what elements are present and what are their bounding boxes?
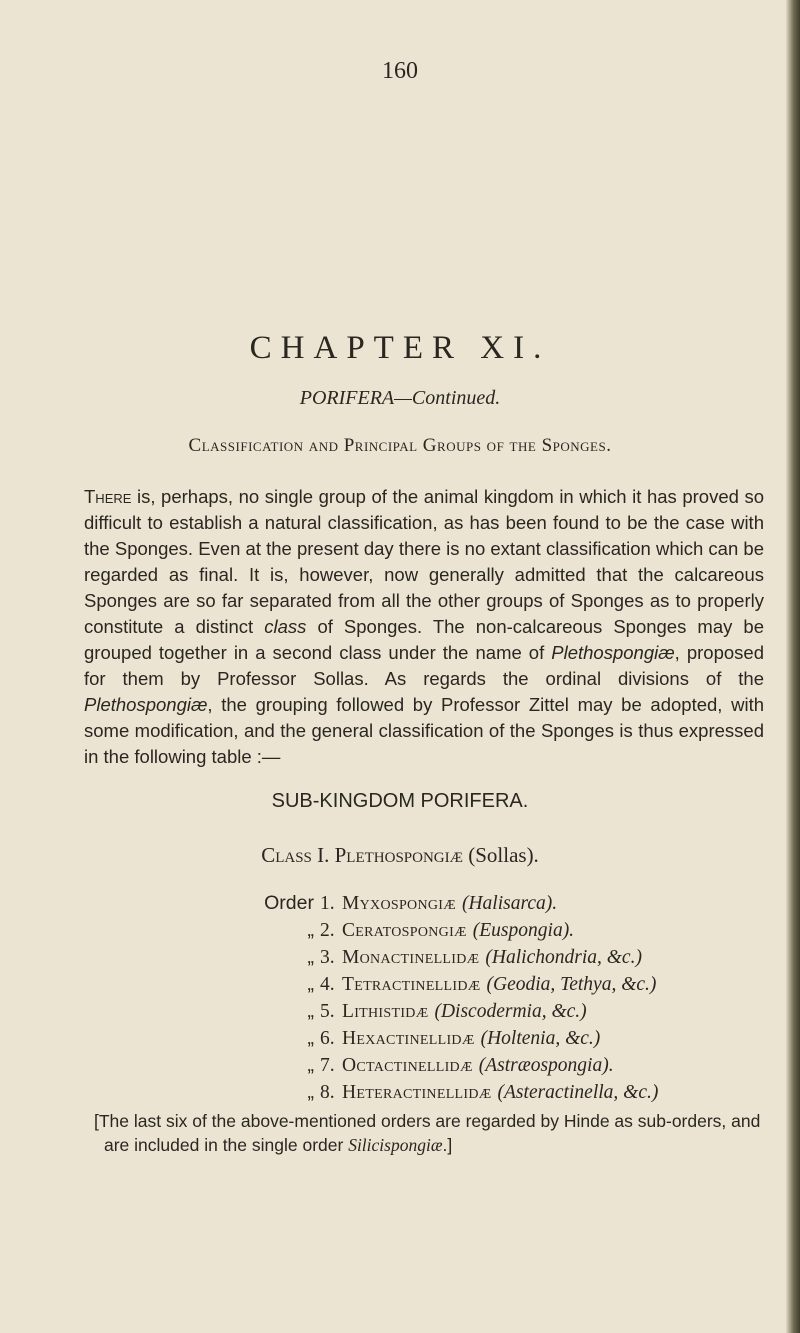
- order-prefix: „: [307, 946, 314, 968]
- order-number: 4.: [320, 974, 335, 995]
- body-text-part: , proposed for them by Professor Sollas. As regards the ordinal divisions of the: [84, 642, 764, 689]
- order-row: [256, 1027, 658, 1054]
- order-example: (Euspongia).: [472, 920, 575, 941]
- order-row: [256, 1081, 658, 1108]
- order-example: (Astræospongia).: [478, 1055, 614, 1076]
- order-name: Myxospongiæ: [342, 893, 456, 914]
- class-name: Plethospongiæ: [334, 843, 463, 867]
- order-number: 8.: [320, 1082, 335, 1103]
- table-class-heading: [0, 843, 800, 868]
- order-name: Tetractinellidæ: [342, 974, 481, 995]
- bracketed-note: [94, 1109, 764, 1157]
- order-row: [256, 892, 658, 919]
- table-heading-kingdom: SUB-KINGDOM PORIFERA.: [271, 790, 529, 812]
- order-row: [256, 1054, 658, 1081]
- body-text-part: is, perhaps, no single group of the animal kingdom in which it has proved so difficult to establish a natural classification, as has been found to be the case with the Sponges. Even at the present day there is no extant classification which can be regarded as final. It is, however, now generally admitted that the calcareous Sponges are so far separated from all the other groups of Sponges as to properly constitute a distinct: [84, 486, 764, 637]
- emphasis-silicispongiae: Silicispongiæ: [348, 1135, 443, 1155]
- body-text-part: of Sponges. The non-calcareous Sponges may be grouped together in a second class under the name of: [84, 616, 764, 663]
- order-example: (Geodia, Tethya, &c.): [486, 974, 657, 995]
- order-prefix: „: [307, 1027, 314, 1049]
- order-number: 6.: [320, 1028, 335, 1049]
- order-example: (Asteractinella, &c.): [497, 1082, 659, 1103]
- order-number: 1.: [320, 893, 335, 914]
- page-number: 160: [382, 58, 418, 84]
- order-prefix: „: [307, 1081, 314, 1103]
- order-prefix: „: [307, 1054, 314, 1076]
- note-text-part: .]: [442, 1135, 453, 1155]
- emphasis-class: class: [264, 616, 307, 637]
- order-row: [256, 1000, 658, 1027]
- chapter-subtitle: PORIFERA—Continued.: [299, 387, 501, 409]
- order-name: Hexactinellidæ: [342, 1028, 475, 1049]
- order-prefix: „: [307, 1000, 314, 1022]
- order-prefix: „: [307, 919, 314, 941]
- order-example: (Halichondria, &c.): [485, 947, 642, 968]
- chapter-heading: CHAPTER XI.: [249, 330, 551, 366]
- order-example: (Halisarca).: [461, 893, 558, 914]
- page-edge-shadow: [786, 0, 800, 1333]
- emphasis-plethospongiae: Plethospongiæ: [551, 642, 675, 663]
- emphasis-plethospongiae: Plethospongiæ: [84, 694, 208, 715]
- note-text-part: [The last six of the above-mentioned orders are regarded by Hinde as sub-orders, and are included in the single order: [94, 1111, 761, 1155]
- order-prefix: Order: [264, 892, 314, 914]
- order-name: Octactinellidæ: [342, 1055, 473, 1076]
- order-row: [256, 973, 658, 1000]
- body-text-part: , the grouping followed by Professor Zittel may be adopted, with some modification, and the general classification of the Sponges is thus expressed in the following table :—: [84, 694, 764, 767]
- order-name: Lithistidæ: [342, 1001, 429, 1022]
- section-title: Classification and Principal Groups of the Sponges.: [188, 435, 612, 456]
- class-author: (Sollas).: [468, 843, 539, 867]
- body-paragraph: [84, 484, 764, 770]
- order-row: [256, 919, 658, 946]
- order-number: 2.: [320, 920, 335, 941]
- orders-list: [256, 892, 658, 1108]
- order-number: 5.: [320, 1001, 335, 1022]
- order-number: 7.: [320, 1055, 335, 1076]
- order-number: 3.: [320, 947, 335, 968]
- class-label: Class I.: [261, 843, 330, 867]
- order-name: Ceratospongiæ: [342, 920, 467, 941]
- order-example: (Discodermia, &c.): [434, 1001, 587, 1022]
- order-name: Monactinellidæ: [342, 947, 480, 968]
- order-example: (Holtenia, &c.): [480, 1028, 601, 1049]
- order-prefix: „: [307, 973, 314, 995]
- order-row: [256, 946, 658, 973]
- order-name: Heteractinellidæ: [342, 1082, 492, 1103]
- paragraph-lead-word: There: [84, 486, 132, 507]
